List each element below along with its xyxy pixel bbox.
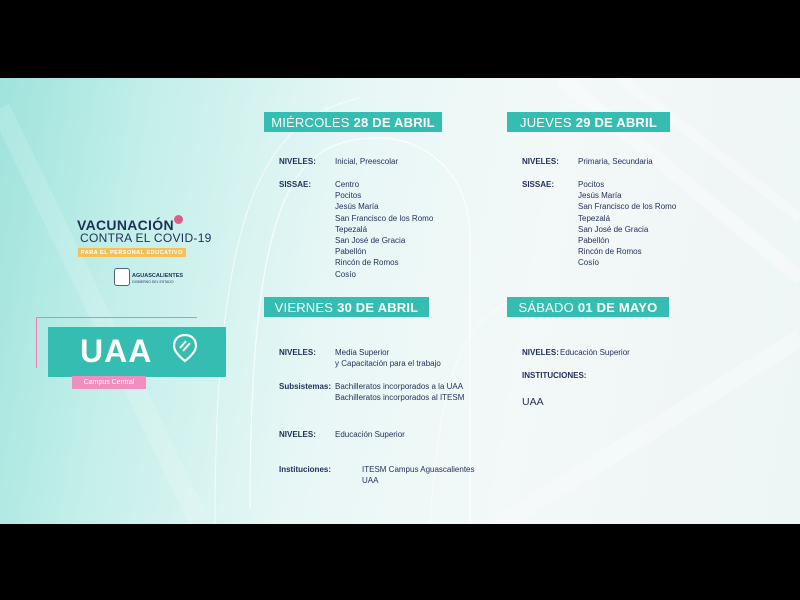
list-item: Centro: [335, 180, 360, 189]
state-name: AGUASCALIENTES: [132, 273, 184, 279]
heart-icon: [174, 215, 183, 224]
list-item: Cosío: [578, 258, 599, 268]
list-item: Cosío: [335, 269, 356, 279]
list-item: San José de Gracia: [335, 236, 406, 246]
instituciones-label: INSTITUCIONES:: [522, 371, 587, 380]
list-item: Rincón de Romos: [578, 247, 642, 257]
location-pin-icon: [172, 333, 198, 363]
niveles-label: NIVELES:: [279, 157, 316, 166]
niveles-line: Media Superior: [335, 348, 390, 357]
institucion-line: UAA: [362, 476, 379, 486]
sissae-list-wednesday: [335, 179, 433, 280]
day-name: JUEVES: [520, 114, 572, 130]
niveles-label: NIVELES:: [522, 157, 559, 166]
subsistemas-label: Subsistemas:: [279, 382, 332, 391]
state-seal-icon: [114, 268, 130, 286]
niveles-value: Educación Superior: [560, 348, 630, 357]
top-letterbox: [0, 0, 800, 78]
subsistema-line: Bachilleratos incorporados al ITESM: [335, 393, 465, 403]
day-name: VIERNES: [274, 299, 334, 315]
niveles-label: NIVELES:: [522, 348, 559, 357]
campus-name: UAA: [80, 333, 153, 369]
sissae-label: SISSAE:: [279, 180, 312, 189]
niveles-value: Educación Superior: [335, 430, 405, 439]
list-item: Pocitos: [335, 191, 362, 201]
list-item: Jesús María: [578, 191, 622, 201]
day-header-wednesday: [264, 112, 442, 132]
state-subtitle: GOBIERNO DEL ESTADO: [132, 280, 174, 284]
instituciones-label: Instituciones:: [279, 465, 332, 474]
niveles-value: [335, 347, 441, 369]
list-item: Tepezalá: [578, 213, 611, 223]
niveles-value: Inicial, Preescolar: [335, 157, 399, 166]
list-item: Pocitos: [578, 180, 605, 189]
list-item: Jesús María: [335, 202, 379, 212]
list-item: San Francisco de los Romo: [578, 202, 677, 212]
institucion-value: UAA: [522, 396, 544, 408]
list-item: San José de Gracia: [578, 224, 649, 234]
bottom-letterbox: [0, 524, 800, 600]
list-item: Rincón de Romos: [335, 258, 399, 268]
list-item: San Francisco de los Romo: [335, 213, 434, 223]
list-item: Tepezalá: [335, 224, 368, 234]
instituciones-value: [362, 464, 475, 486]
day-header-saturday: [507, 297, 669, 317]
campaign-title: VACUNACIÓN: [77, 217, 174, 233]
subsistema-line: Bachilleratos incorporados a la UAA: [335, 382, 464, 391]
institucion-line: ITESM Campus Aguascalientes: [362, 465, 475, 474]
day-date: 29 DE ABRIL: [575, 114, 657, 130]
day-date: 30 DE ABRIL: [337, 299, 419, 315]
day-name: MIÉRCOLES: [271, 114, 350, 130]
campus-tag: Campus Central: [72, 376, 146, 389]
day-date: 28 DE ABRIL: [353, 114, 435, 130]
list-item: Pabellón: [578, 236, 610, 246]
sissae-list-thursday: [578, 179, 676, 269]
day-name: SÁBADO: [518, 299, 574, 315]
niveles-label: NIVELES:: [279, 348, 316, 357]
subsistemas-value: [335, 381, 464, 403]
sissae-label: SISSAE:: [522, 180, 555, 189]
campaign-subtitle: CONTRA EL COVID-19: [80, 231, 212, 245]
niveles-line: y Capacitación para el trabajo: [335, 359, 441, 369]
audience-badge: PARA EL PERSONAL EDUCATIVO: [78, 248, 186, 257]
list-item: Pabellón: [335, 247, 367, 257]
day-header-thursday: [507, 112, 670, 132]
niveles-label: NIVELES:: [279, 430, 316, 439]
day-date: 01 DE MAYO: [577, 299, 658, 315]
day-header-friday: [264, 297, 429, 317]
niveles-value: Primaria, Secundaria: [578, 157, 653, 166]
